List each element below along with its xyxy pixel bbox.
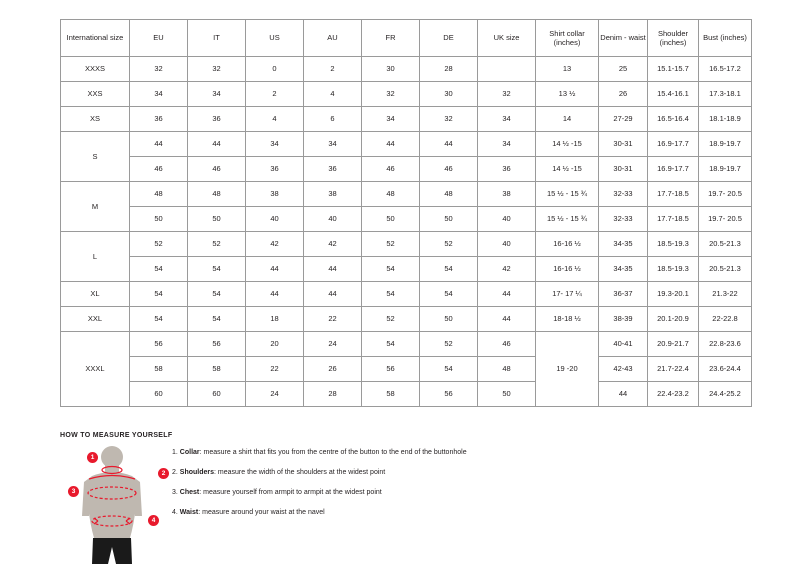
table-cell: 36 [188, 107, 246, 132]
measure-instructions-list [172, 448, 632, 528]
table-cell: 34-35 [599, 257, 648, 282]
instruction-term: Collar [179, 449, 200, 456]
table-body [61, 57, 752, 407]
table-cell: 54 [420, 282, 478, 307]
instruction-item [172, 448, 632, 457]
column-header-denim-waist: Denim - waist [599, 20, 648, 57]
table-cell: 24 [304, 332, 362, 357]
table-cell: 14 ½ -15 [536, 132, 599, 157]
column-header-eu: EU [130, 20, 188, 57]
instruction-number: 1. [172, 449, 178, 456]
table-cell: 22.4-23.2 [648, 382, 699, 407]
table-cell: 46 [130, 157, 188, 182]
figure-marker-1: 1 [87, 452, 98, 463]
table-cell: 18.9-19.7 [699, 157, 752, 182]
table-row [61, 157, 752, 182]
instruction-text: : measure the width of the shoulders at the widest point [214, 469, 386, 477]
table-cell: 34 [478, 132, 536, 157]
row-label-l: L [61, 232, 130, 282]
column-header-international-size: International size [61, 20, 130, 57]
row-label-xxl: XXL [61, 307, 130, 332]
table-cell: 16.5-16.4 [648, 107, 699, 132]
instruction-text: : measure around your waist at the navel [198, 509, 325, 517]
table-cell: 58 [362, 382, 420, 407]
table-cell: 44 [478, 282, 536, 307]
table-cell: 54 [188, 257, 246, 282]
table-cell: 44 [304, 282, 362, 307]
figure-svg [62, 446, 172, 566]
instruction-item [172, 488, 632, 497]
table-cell: 22 [304, 307, 362, 332]
table-cell: 34 [304, 132, 362, 157]
table-cell: 20.9-21.7 [648, 332, 699, 357]
column-header-au: AU [304, 20, 362, 57]
table-cell: 44 [478, 307, 536, 332]
table-cell: 42 [246, 232, 304, 257]
table-cell: 46 [362, 157, 420, 182]
table-cell: 23.6-24.4 [699, 357, 752, 382]
column-header-shirt-collar: Shirt collar (inches) [536, 20, 599, 57]
table-cell: 38 [246, 182, 304, 207]
instruction-text: : measure yourself from armpit to armpit at the widest point [199, 489, 382, 497]
table-cell: 38-39 [599, 307, 648, 332]
table-cell [478, 57, 536, 82]
instruction-term: Shoulders [179, 469, 215, 477]
figure-marker-3: 3 [68, 486, 79, 497]
size-chart-table [60, 19, 752, 407]
table-cell: 18.5-19.3 [648, 257, 699, 282]
table-cell: 48 [478, 357, 536, 382]
table-cell: 50 [420, 307, 478, 332]
table-cell: 28 [304, 382, 362, 407]
table-cell: 19.3-20.1 [648, 282, 699, 307]
table-cell: 20 [246, 332, 304, 357]
table-cell: 14 [536, 107, 599, 132]
column-header-fr: FR [362, 20, 420, 57]
body-figure-illustration [62, 446, 172, 566]
table-cell: 38 [304, 182, 362, 207]
column-header-uk-size: UK size [478, 20, 536, 57]
table-cell: 25 [599, 57, 648, 82]
table-cell: 19 -20 [536, 332, 599, 407]
table-cell: 18.5-19.3 [648, 232, 699, 257]
table-cell: 32 [130, 57, 188, 82]
table-cell: 32 [188, 57, 246, 82]
table-cell: 34 [478, 107, 536, 132]
table-row [61, 357, 752, 382]
table-cell: 32 [420, 107, 478, 132]
table-cell: 24.4-25.2 [699, 382, 752, 407]
table-cell: 46 [188, 157, 246, 182]
table-cell: 48 [420, 182, 478, 207]
table-cell: 18 [246, 307, 304, 332]
row-label-xl: XL [61, 282, 130, 307]
table-cell: 40 [478, 207, 536, 232]
table-cell: 27-29 [599, 107, 648, 132]
table-cell: 54 [420, 357, 478, 382]
table-cell: 18-18 ½ [536, 307, 599, 332]
table-cell: 30 [420, 82, 478, 107]
table-cell: 44 [246, 282, 304, 307]
table-cell: 50 [420, 207, 478, 232]
table-cell: 13 [536, 57, 599, 82]
table-cell: 13 ½ [536, 82, 599, 107]
table-cell: 40-41 [599, 332, 648, 357]
table-header [61, 20, 752, 57]
table-cell: 38 [478, 182, 536, 207]
table-cell: 26 [599, 82, 648, 107]
table-row [61, 382, 752, 407]
table-cell: 36 [478, 157, 536, 182]
table-cell: 16.9-17.7 [648, 157, 699, 182]
table-row [61, 332, 752, 357]
table-cell: 0 [246, 57, 304, 82]
table-cell: 34 [246, 132, 304, 157]
table-cell: 44 [420, 132, 478, 157]
table-cell: 48 [362, 182, 420, 207]
table-cell: 54 [420, 257, 478, 282]
table-cell: 4 [304, 82, 362, 107]
table-cell: 17.7-18.5 [648, 207, 699, 232]
table-cell: 60 [130, 382, 188, 407]
table-cell: 36-37 [599, 282, 648, 307]
table-cell: 56 [362, 357, 420, 382]
table-cell: 21.3-22 [699, 282, 752, 307]
table-cell: 36 [304, 157, 362, 182]
table-cell: 54 [362, 332, 420, 357]
table-cell: 42 [478, 257, 536, 282]
table-cell: 16-16 ½ [536, 257, 599, 282]
table-cell: 48 [130, 182, 188, 207]
table-cell: 32-33 [599, 182, 648, 207]
column-header-us: US [246, 20, 304, 57]
instruction-text: : measure a shirt that fits you from the centre of the button to the end of the buttonhole [199, 449, 467, 456]
column-header-shoulder: Shoulder (inches) [648, 20, 699, 57]
column-header-bust: Bust (inches) [699, 20, 752, 57]
table-cell: 52 [420, 232, 478, 257]
instruction-item [172, 468, 632, 477]
table-cell: 6 [304, 107, 362, 132]
table-cell: 22 [246, 357, 304, 382]
table-cell: 40 [246, 207, 304, 232]
table-cell: 26 [304, 357, 362, 382]
table-cell: 54 [362, 282, 420, 307]
instruction-term: Waist [179, 509, 199, 517]
table-cell: 24 [246, 382, 304, 407]
table-cell: 50 [130, 207, 188, 232]
table-cell: 46 [420, 157, 478, 182]
table-cell: 15.4-16.1 [648, 82, 699, 107]
table-row [61, 232, 752, 257]
table-cell: 34-35 [599, 232, 648, 257]
table-cell: 40 [478, 232, 536, 257]
table-cell: 44 [362, 132, 420, 157]
instruction-number: 2. [172, 469, 178, 477]
table-row [61, 207, 752, 232]
table-cell: 16-16 ½ [536, 232, 599, 257]
table-cell: 18.9-19.7 [699, 132, 752, 157]
table-cell: 50 [478, 382, 536, 407]
table-cell: 34 [130, 82, 188, 107]
table-cell: 52 [420, 332, 478, 357]
table-cell: 14 ½ -15 [536, 157, 599, 182]
column-header-it: IT [188, 20, 246, 57]
table-cell: 52 [362, 307, 420, 332]
table-row [61, 307, 752, 332]
table-cell: 48 [188, 182, 246, 207]
table-cell: 32 [478, 82, 536, 107]
table-cell: 58 [188, 357, 246, 382]
figure-marker-2: 2 [158, 468, 169, 479]
table-cell: 44 [188, 132, 246, 157]
table-cell: 42 [304, 232, 362, 257]
row-label-xs: XS [61, 107, 130, 132]
table-cell: 20.1-20.9 [648, 307, 699, 332]
table-cell: 40 [304, 207, 362, 232]
table-row [61, 107, 752, 132]
table-cell: 21.7-22.4 [648, 357, 699, 382]
table-cell: 36 [130, 107, 188, 132]
table-cell: 20.5-21.3 [699, 257, 752, 282]
table-cell: 44 [304, 257, 362, 282]
table-cell: 34 [362, 107, 420, 132]
table-cell: 15 ½ - 15 ¾ [536, 207, 599, 232]
table-cell: 28 [420, 57, 478, 82]
table-cell: 36 [246, 157, 304, 182]
table-cell: 19.7- 20.5 [699, 207, 752, 232]
table-cell: 32-33 [599, 207, 648, 232]
table-cell: 52 [188, 232, 246, 257]
table-cell: 52 [130, 232, 188, 257]
table-cell: 2 [246, 82, 304, 107]
table-row [61, 82, 752, 107]
table-cell: 50 [362, 207, 420, 232]
table-cell: 17.3-18.1 [699, 82, 752, 107]
table-cell: 52 [362, 232, 420, 257]
table-cell: 32 [362, 82, 420, 107]
instruction-item [172, 508, 632, 517]
how-to-measure-title: HOW TO MEASURE YOURSELF [60, 432, 173, 439]
table-cell: 54 [130, 282, 188, 307]
row-label-xxxs: XXXS [61, 57, 130, 82]
table-cell: 22.8-23.6 [699, 332, 752, 357]
table-cell: 50 [188, 207, 246, 232]
figure-marker-4: 4 [148, 515, 159, 526]
table-cell: 4 [246, 107, 304, 132]
table-cell: 16.9-17.7 [648, 132, 699, 157]
table-row [61, 132, 752, 157]
table-cell: 56 [420, 382, 478, 407]
table-cell: 34 [188, 82, 246, 107]
table-cell: 22-22.8 [699, 307, 752, 332]
table-cell: 19.7- 20.5 [699, 182, 752, 207]
instruction-number: 4. [172, 509, 178, 517]
table-cell: 60 [188, 382, 246, 407]
table-cell: 54 [130, 257, 188, 282]
instruction-term: Chest [179, 489, 200, 497]
table-row [61, 57, 752, 82]
table-cell: 56 [130, 332, 188, 357]
table-cell: 17- 17 ¼ [536, 282, 599, 307]
table-cell: 42-43 [599, 357, 648, 382]
table-cell: 15.1-15.7 [648, 57, 699, 82]
table-row [61, 182, 752, 207]
table-row [61, 282, 752, 307]
table-cell: 20.5-21.3 [699, 232, 752, 257]
table-cell: 46 [478, 332, 536, 357]
table-cell: 17.7-18.5 [648, 182, 699, 207]
table-cell: 56 [188, 332, 246, 357]
table-header-row [61, 20, 752, 57]
table-cell: 30 [362, 57, 420, 82]
table-cell: 54 [130, 307, 188, 332]
table-cell: 44 [599, 382, 648, 407]
table-cell: 30-31 [599, 132, 648, 157]
table-row [61, 257, 752, 282]
table-cell: 58 [130, 357, 188, 382]
table-cell: 18.1-18.9 [699, 107, 752, 132]
row-label-s: S [61, 132, 130, 182]
table-cell: 54 [362, 257, 420, 282]
row-label-m: M [61, 182, 130, 232]
table-cell: 2 [304, 57, 362, 82]
instruction-number: 3. [172, 489, 178, 497]
row-label-xxs: XXS [61, 82, 130, 107]
table-cell: 54 [188, 307, 246, 332]
table-cell: 44 [130, 132, 188, 157]
column-header-de: DE [420, 20, 478, 57]
row-label-xxxl: XXXL [61, 332, 130, 407]
table-cell: 15 ½ - 15 ¾ [536, 182, 599, 207]
table-cell: 16.5-17.2 [699, 57, 752, 82]
table-cell: 30-31 [599, 157, 648, 182]
table-cell: 54 [188, 282, 246, 307]
table-cell: 44 [246, 257, 304, 282]
